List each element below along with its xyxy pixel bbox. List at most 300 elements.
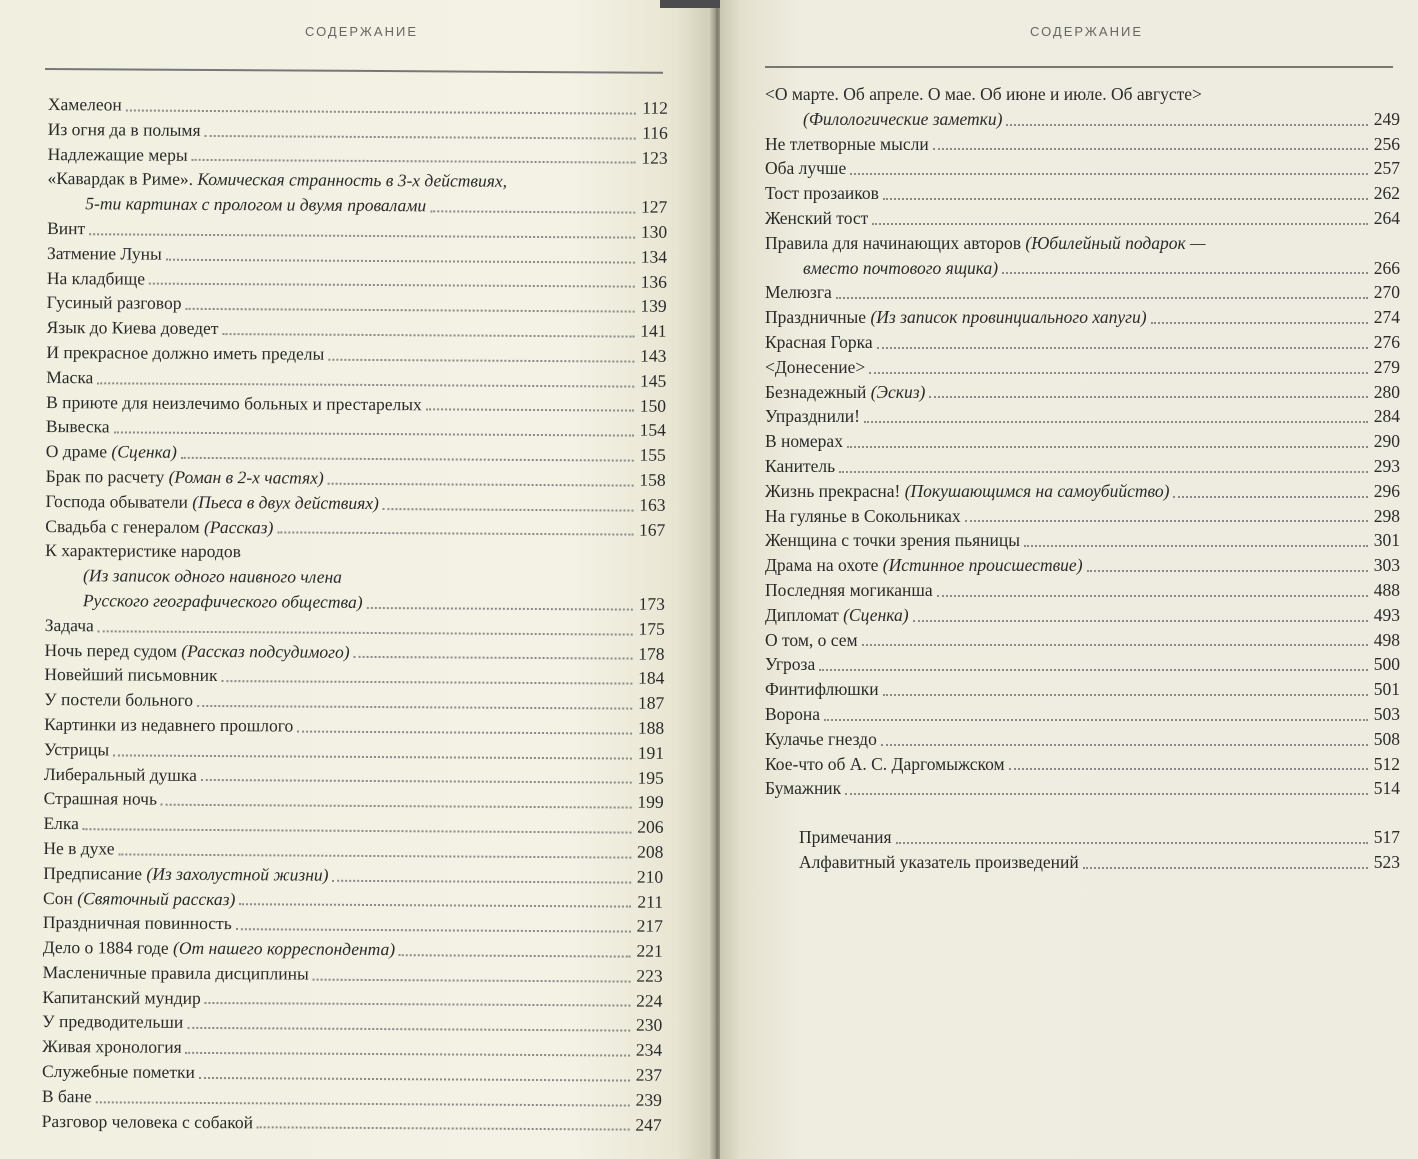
entry-subtitle: (Покушающимся на самоубийство) <box>904 480 1170 501</box>
page-number: 256 <box>1373 133 1400 154</box>
toc-entry <box>765 206 1400 231</box>
toc-entry <box>46 340 666 369</box>
entry-title <box>43 910 232 936</box>
entry-title <box>42 1084 92 1109</box>
entry-title <box>765 206 868 231</box>
dot-leader <box>862 644 1368 646</box>
entry-title-text: Разговор человека с собакой <box>41 1110 254 1132</box>
entry-title-text: Драма на охоте <box>765 555 879 576</box>
entry-title <box>765 380 925 405</box>
page-number: 191 <box>637 742 665 763</box>
dot-leader <box>367 607 633 611</box>
toc-entry <box>42 1109 662 1138</box>
toc-entry <box>765 776 1400 801</box>
entry-title-text: Дело о 1884 годе <box>42 937 169 958</box>
page-number: 223 <box>636 965 663 986</box>
dot-leader <box>913 620 1368 622</box>
dot-leader <box>98 630 633 635</box>
entry-title-text: Упразднили! <box>765 406 860 427</box>
toc-entry <box>42 1084 662 1113</box>
toc-entry <box>42 1009 662 1038</box>
dot-leader <box>354 656 633 660</box>
entry-title <box>43 885 235 911</box>
dot-leader <box>97 382 634 387</box>
entry-subtitle: (Юбилейный подарок — <box>1025 232 1206 253</box>
entry-title <box>765 107 1002 132</box>
page-number: 301 <box>1373 530 1400 551</box>
page-number: 237 <box>635 1064 663 1085</box>
toc-entry <box>765 429 1400 454</box>
entry-title-text: Не тлетворные мысли <box>765 133 929 154</box>
entry-title-text: Женщина с точки зрения пьяницы <box>765 530 1021 551</box>
header-rule <box>765 66 1393 68</box>
page-number: 158 <box>639 469 666 490</box>
dot-leader <box>113 432 633 437</box>
dot-leader <box>257 1127 630 1131</box>
entry-title <box>46 365 93 390</box>
dot-leader <box>89 233 635 238</box>
dot-leader <box>328 482 634 486</box>
entry-title-text: Предписание <box>43 862 143 884</box>
entry-title-text: Угроза <box>765 654 816 675</box>
dot-leader <box>113 754 632 759</box>
entry-title <box>46 340 324 366</box>
entry-title <box>765 702 820 727</box>
entry-title-text: К характеристике народов <box>45 540 241 562</box>
entry-title-text: Мелюзга <box>765 282 832 303</box>
dot-leader <box>277 532 633 536</box>
toc-entry <box>47 191 667 220</box>
dot-leader <box>933 148 1368 150</box>
dot-leader <box>149 283 635 288</box>
page-number: 123 <box>641 147 668 168</box>
page-number: 154 <box>639 419 667 441</box>
toc-entry <box>47 290 667 319</box>
entry-title <box>765 330 873 355</box>
page-number: 517 <box>1373 827 1400 848</box>
entry-title-text: Живая хронология <box>42 1036 182 1058</box>
entry-title-text: «Кавардак в Риме». <box>47 168 194 190</box>
toc-entry <box>47 241 667 270</box>
entry-title-text: В бане <box>41 1085 92 1107</box>
entry-title <box>46 390 422 417</box>
dot-leader <box>118 853 631 858</box>
page-number: 508 <box>1373 728 1400 749</box>
page-number: 116 <box>642 122 668 143</box>
entry-title-text: Господа обыватели <box>45 490 189 512</box>
entry-title-text: Новейший письмовник <box>44 664 218 686</box>
page-number: 276 <box>1373 331 1400 352</box>
toc-entry <box>765 107 1400 132</box>
entry-title <box>42 985 200 1011</box>
page-number: 512 <box>1373 753 1400 774</box>
toc-entry <box>43 861 663 890</box>
toc-entry <box>46 414 666 443</box>
page-number: 280 <box>1373 381 1400 402</box>
dot-leader <box>1173 496 1368 498</box>
entry-title <box>765 404 860 429</box>
entry-title-text: Примечания <box>799 827 892 848</box>
toc-entry <box>45 613 665 642</box>
entry-subtitle: (Истинное происшествие) <box>882 555 1083 576</box>
page-number: 127 <box>640 196 668 217</box>
toc-entry <box>46 365 666 394</box>
entry-title <box>42 1034 182 1060</box>
dot-leader <box>236 928 631 932</box>
dot-leader <box>869 372 1368 374</box>
dot-leader <box>96 1101 630 1106</box>
entry-title <box>48 117 201 143</box>
page-number: 493 <box>1373 604 1400 625</box>
page-number: 290 <box>1373 431 1400 452</box>
entry-title-text: Страшная ночь <box>43 788 158 809</box>
dot-leader <box>161 804 632 809</box>
toc-entry <box>43 885 663 914</box>
entry-title-text: Безнадежный <box>765 381 867 402</box>
toc-entry <box>45 538 665 567</box>
toc-entry <box>765 256 1400 281</box>
toc-entry <box>44 737 664 766</box>
dot-leader <box>186 1052 631 1057</box>
entry-title-text: Оба лучше <box>765 158 847 179</box>
entry-title <box>45 638 350 665</box>
entry-title-text: Задача <box>44 614 94 636</box>
page-number: 270 <box>1373 282 1400 303</box>
entry-subtitle: (Из записок одного наивного члена <box>82 565 343 587</box>
entry-title <box>765 850 1079 875</box>
entry-subtitle: (Рассказ подсудимого) <box>181 640 350 662</box>
dot-leader <box>239 903 631 907</box>
toc-entry <box>765 156 1400 181</box>
page-number: 167 <box>639 519 666 540</box>
toc-entry <box>42 1034 662 1063</box>
dot-leader <box>187 1027 630 1032</box>
dot-leader <box>881 744 1368 746</box>
entry-title <box>47 290 182 316</box>
entry-title <box>765 825 892 850</box>
page-number: 150 <box>639 395 667 416</box>
entry-title <box>45 563 342 590</box>
toc-entry <box>765 280 1400 305</box>
page-number: 211 <box>637 891 664 912</box>
entry-title <box>765 132 929 157</box>
entry-title <box>765 305 1147 330</box>
entry-title-text: Гусиный разговор <box>46 292 182 314</box>
entry-title <box>765 82 1202 107</box>
entry-subtitle: (Филологические заметки) <box>803 108 1003 129</box>
page-number: 139 <box>640 295 667 317</box>
page-number: 523 <box>1373 851 1400 872</box>
page-number: 163 <box>639 494 666 515</box>
toc-entry <box>48 92 668 121</box>
page-number: 293 <box>1373 455 1400 476</box>
toc-entry <box>47 266 667 295</box>
entry-subtitle: (Сценка) <box>843 604 909 625</box>
entry-subtitle: (Пьеса в двух действиях) <box>192 491 379 513</box>
entry-title <box>765 776 841 801</box>
entry-title-text: Капитанский мундир <box>42 986 201 1008</box>
entry-title <box>45 588 363 615</box>
entry-subtitle: (Рассказ) <box>203 516 274 537</box>
toc-entry <box>765 752 1400 777</box>
entry-title-text: Ночь перед судом <box>44 639 178 661</box>
entry-title <box>44 687 193 713</box>
entry-title-text: Кулачье гнездо <box>765 728 877 749</box>
entry-title-text: Маска <box>46 366 94 388</box>
right-page <box>720 0 1418 1159</box>
toc-entry <box>48 117 668 146</box>
entry-title-text: Надлежащие меры <box>47 143 188 165</box>
entry-subtitle: (Эскиз) <box>870 381 926 402</box>
entry-title-text: Ворона <box>765 703 821 724</box>
toc-entry <box>43 811 663 840</box>
entry-title-text: На гулянье в Сокольниках <box>765 505 961 526</box>
dot-leader <box>430 210 635 213</box>
entry-subtitle: (Роман в 2-х частях) <box>168 466 324 488</box>
entry-title-text: У постели больного <box>44 689 194 711</box>
entry-title-text: Вывеска <box>45 416 110 437</box>
running-head: СОДЕРЖАНИЕ <box>1030 24 1144 39</box>
page-number: 279 <box>1373 356 1400 377</box>
page-number: 298 <box>1373 505 1400 526</box>
toc-entry <box>43 960 663 989</box>
toc-entry <box>765 528 1400 553</box>
dot-leader <box>847 446 1368 448</box>
toc-entry <box>43 910 663 939</box>
dot-leader <box>426 409 634 412</box>
page-number: 239 <box>635 1089 662 1110</box>
toc-entry <box>45 514 665 543</box>
entry-title-text: Не в духе <box>43 837 115 859</box>
entry-title-text: О драме <box>45 441 108 462</box>
page-number: 262 <box>1373 183 1400 204</box>
toc-entry <box>765 454 1400 479</box>
entry-subtitle: (Святочный рассказ) <box>77 887 236 909</box>
entry-title-text: Картинки из недавнего прошлого <box>44 713 294 736</box>
dot-leader <box>965 520 1368 522</box>
page-number: 500 <box>1373 654 1400 675</box>
spacer <box>765 801 1400 825</box>
page-number: 130 <box>640 221 668 242</box>
entry-title-text: Из огня да в полымя <box>47 118 201 140</box>
dot-leader <box>221 680 632 685</box>
entry-title <box>43 861 328 888</box>
dot-leader <box>1151 322 1368 324</box>
dot-leader <box>1006 124 1368 126</box>
toc-entry <box>48 142 668 171</box>
entry-title-text: Канитель <box>765 455 836 476</box>
entry-title <box>765 528 1020 553</box>
page-number: 303 <box>1373 555 1400 576</box>
page-number: 210 <box>636 866 664 887</box>
page-number: 224 <box>636 990 663 1011</box>
running-head: СОДЕРЖАНИЕ <box>305 24 419 39</box>
entry-title <box>48 92 122 117</box>
toc-entry <box>765 132 1400 157</box>
page-number: 217 <box>636 915 663 937</box>
entry-subtitle: 5-ти картинах с прологом и двумя провалами <box>85 193 427 216</box>
entry-title <box>765 256 998 281</box>
entry-title-text: Либеральный душка <box>43 763 197 785</box>
entry-title <box>43 811 79 836</box>
entry-title-text: Женский тост <box>765 207 869 228</box>
dot-leader <box>192 159 636 164</box>
entry-title-text: Кое-что об А. С. Даргомыжском <box>765 753 1005 774</box>
page-number: 136 <box>640 271 667 292</box>
entry-subtitle: Комическая странность в 3-х действиях, <box>197 169 508 192</box>
dot-leader <box>201 779 632 784</box>
toc-entry <box>765 702 1400 727</box>
dot-leader <box>197 705 632 710</box>
dot-leader <box>205 1002 631 1007</box>
toc-entry <box>44 786 664 815</box>
entry-title <box>765 553 1083 578</box>
dot-leader <box>1024 545 1368 547</box>
entry-title <box>765 454 835 479</box>
toc-entry <box>47 166 667 195</box>
page-number: 175 <box>638 618 665 639</box>
toc-entry <box>42 985 662 1014</box>
entry-subtitle: вместо почтового ящика) <box>803 257 999 278</box>
toc-entry <box>43 935 663 964</box>
entry-title <box>44 762 197 788</box>
page-number: 178 <box>638 643 665 664</box>
toc-entry <box>765 553 1400 578</box>
page-number: 488 <box>1373 579 1400 600</box>
entry-title <box>43 960 309 986</box>
page-number: 274 <box>1373 307 1400 328</box>
toc-entry <box>45 638 665 667</box>
toc-entry <box>765 330 1400 355</box>
toc-entry <box>765 850 1400 875</box>
entry-subtitle: (От нашего корреспондента) <box>173 937 396 960</box>
dot-leader <box>181 457 634 462</box>
toc-entry <box>44 712 664 741</box>
entry-title <box>765 727 877 752</box>
entry-title-text: Хамелеон <box>47 93 122 115</box>
dot-leader <box>937 595 1368 597</box>
entry-title <box>765 355 865 380</box>
page-number: 249 <box>1373 108 1400 129</box>
dot-leader <box>313 978 631 982</box>
entry-title <box>42 1109 253 1135</box>
entry-title-text: Бумажник <box>765 778 842 799</box>
page-number: 284 <box>1373 406 1400 427</box>
entry-title-text: Язык до Киева доведет <box>46 317 219 339</box>
entry-title-text: В приюте для неизлечимо больных и престарелых <box>46 391 422 414</box>
entry-subtitle: Русского географического общества) <box>82 590 363 612</box>
dot-leader <box>1083 867 1368 869</box>
entry-title <box>765 156 846 181</box>
page-number: 206 <box>637 816 664 837</box>
entry-title <box>45 514 273 540</box>
entry-title <box>765 628 858 653</box>
dot-leader <box>896 842 1368 844</box>
dot-leader <box>222 333 634 338</box>
entry-title-text: О том, о сем <box>765 629 858 650</box>
entry-title <box>765 752 1005 777</box>
page-number: 112 <box>642 97 668 118</box>
dot-leader <box>328 358 634 362</box>
toc-entry <box>765 652 1400 677</box>
entry-title <box>47 191 426 218</box>
toc-entry <box>765 404 1400 429</box>
entry-title <box>765 677 879 702</box>
entry-title-text: Финтифлюшки <box>765 679 879 700</box>
entry-title <box>44 737 109 762</box>
page-number: 134 <box>640 246 668 267</box>
entry-title-text: Затмение Луны <box>46 242 162 264</box>
entry-title <box>47 216 85 241</box>
entry-title <box>46 439 177 465</box>
entry-title-text: Праздничная повинность <box>42 912 232 934</box>
toc-entry <box>765 82 1400 107</box>
entry-title-text: И прекрасное должно иметь пределы <box>46 341 325 364</box>
entry-title-text: Винт <box>47 217 86 239</box>
page-number: 141 <box>640 320 667 341</box>
entry-title <box>765 429 843 454</box>
page-number: 173 <box>638 593 665 614</box>
entry-subtitle: (Из записок провинциального хапуги) <box>870 307 1147 328</box>
dot-leader <box>199 1077 630 1082</box>
entry-title-text: Правила для начинающих авторов <box>765 232 1022 253</box>
entry-title <box>765 280 832 305</box>
toc-entry <box>765 305 1400 330</box>
dot-leader <box>333 879 632 883</box>
page-number: 230 <box>636 1015 663 1036</box>
toc-entry <box>45 563 665 592</box>
toc-entry <box>765 677 1400 702</box>
page-number: 498 <box>1373 629 1400 650</box>
entry-title <box>47 266 145 291</box>
entry-title <box>46 315 218 341</box>
toc-entry <box>46 464 666 493</box>
entry-title <box>765 603 909 628</box>
entry-title-text: <О марте. Об апреле. О мае. Об июне и июле. Об августе> <box>765 84 1202 104</box>
dot-leader <box>166 258 635 263</box>
page-number: 221 <box>636 940 663 961</box>
dot-leader <box>883 694 1368 696</box>
header-rule <box>45 68 663 74</box>
page-number: 145 <box>639 370 667 391</box>
page-number: 257 <box>1373 158 1400 179</box>
entry-title-text: Последняя могиканша <box>765 579 933 600</box>
dot-leader <box>850 173 1368 175</box>
entry-title-text: Дипломат <box>765 604 839 625</box>
entry-title-text: На кладбище <box>46 267 146 289</box>
toc-entry <box>42 1059 662 1088</box>
entry-title <box>765 578 933 603</box>
toc-entry <box>765 181 1400 206</box>
toc-entry <box>765 578 1400 603</box>
dot-leader <box>877 347 1368 349</box>
entry-subtitle: (Сценка) <box>111 441 177 462</box>
entry-title <box>42 1059 195 1085</box>
page-number: 264 <box>1373 207 1400 228</box>
dot-leader <box>824 719 1368 721</box>
entry-subtitle: (Из захолустной жизни) <box>146 863 329 885</box>
toc-entry <box>765 355 1400 380</box>
entry-title <box>47 166 507 194</box>
dot-leader <box>864 421 1368 423</box>
dot-leader <box>1002 272 1368 274</box>
page-number: 296 <box>1373 480 1400 501</box>
dot-leader <box>297 730 632 734</box>
page-number: 234 <box>635 1039 663 1061</box>
dot-leader <box>929 396 1368 398</box>
page-number: 503 <box>1373 703 1400 724</box>
toc-entry <box>765 825 1400 850</box>
